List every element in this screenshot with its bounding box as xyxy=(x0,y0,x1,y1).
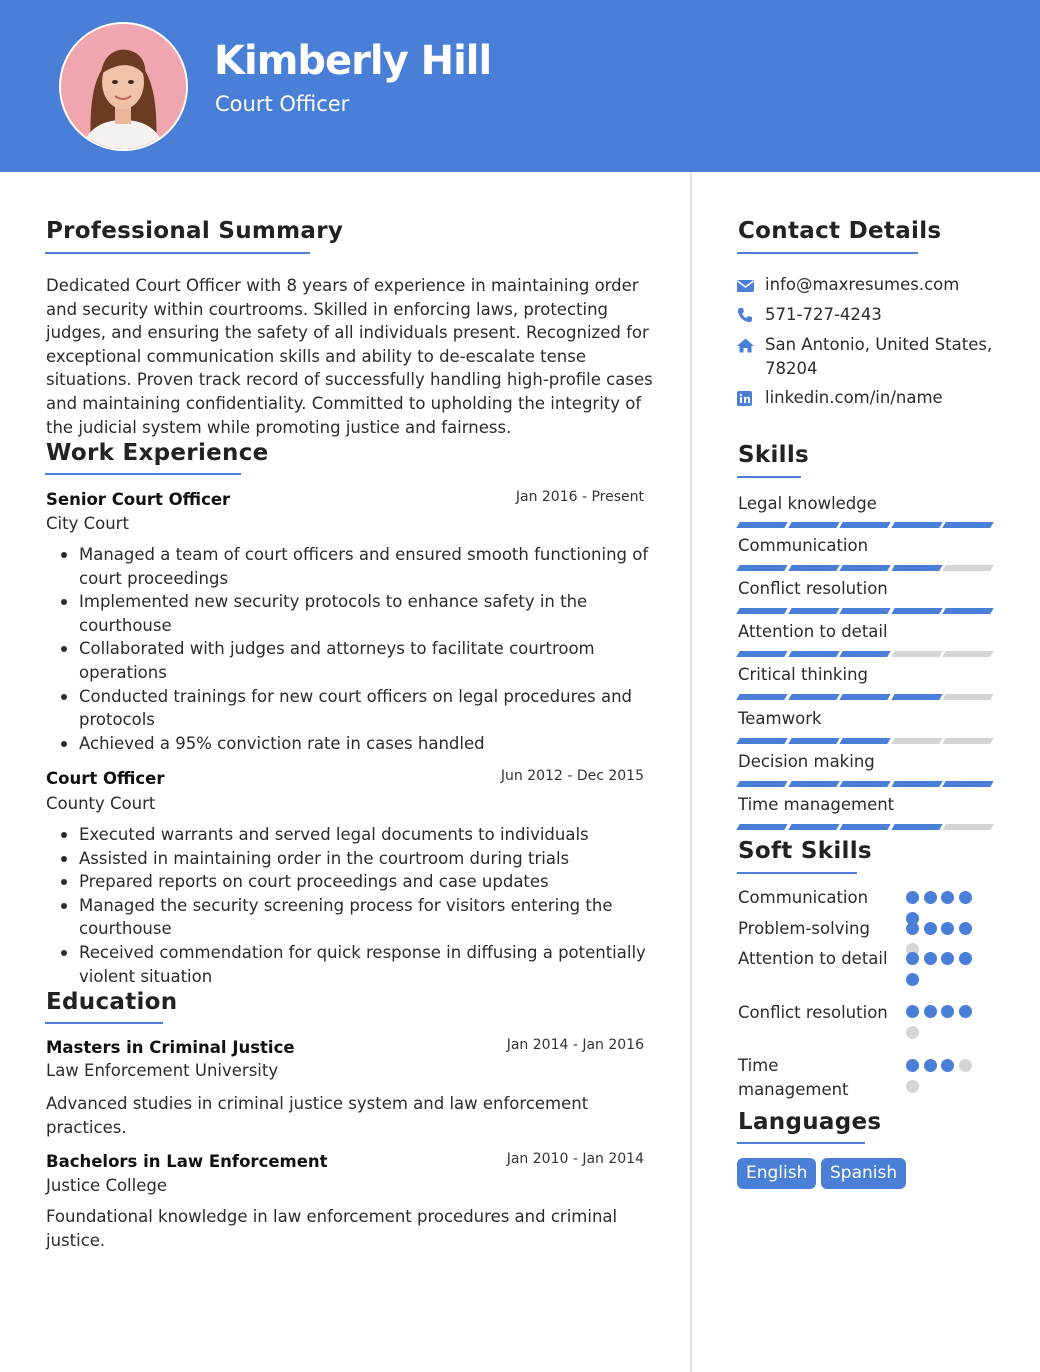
skill-label: Attention to detail xyxy=(738,622,888,641)
rating-dot xyxy=(924,952,937,965)
skill-level-segment xyxy=(736,824,787,830)
skill-level-segment xyxy=(839,738,890,744)
job-title: Court Officer xyxy=(46,769,165,788)
skill-label: Legal knowledge xyxy=(738,494,877,513)
summary-heading-underline xyxy=(45,252,310,254)
skill-level-segment xyxy=(736,781,787,787)
rating-dot xyxy=(906,891,919,904)
skill-level-segment xyxy=(788,694,839,700)
skill-level-segment xyxy=(788,565,839,571)
skill-level-segment xyxy=(839,608,890,614)
skill-level-segment xyxy=(839,781,890,787)
skill-level-segment xyxy=(839,824,890,830)
contact-heading-underline xyxy=(737,252,918,254)
skill-level-segment xyxy=(891,522,942,528)
skill-level-bar xyxy=(738,651,996,657)
job-company: City Court xyxy=(46,514,129,533)
skill-level-bar xyxy=(738,608,996,614)
skill-level-segment xyxy=(891,781,942,787)
list-item: Received commendation for quick response in diffusing a potentially violent situation xyxy=(46,941,656,988)
column-divider xyxy=(690,172,692,1372)
skills-heading: Skills xyxy=(738,442,810,468)
rating-dot xyxy=(924,922,937,935)
skill-level-segment xyxy=(736,651,787,657)
degree-title: Masters in Criminal Justice xyxy=(46,1038,295,1057)
list-item: Achieved a 95% conviction rate in cases handled xyxy=(46,732,656,756)
contact-phone[interactable] xyxy=(737,303,1007,330)
skill-level-segment xyxy=(942,824,993,830)
rating-dot xyxy=(941,922,954,935)
experience-heading-underline xyxy=(45,473,241,475)
phone-icon xyxy=(737,303,765,330)
skill-level-segment xyxy=(891,565,942,571)
skill-level-segment xyxy=(788,522,839,528)
skill-level-bar xyxy=(738,565,996,571)
skill-level-segment xyxy=(736,694,787,700)
skill-level-segment xyxy=(788,651,839,657)
skill-level-segment xyxy=(942,738,993,744)
rating-dot xyxy=(941,891,954,904)
skill-level-segment xyxy=(839,694,890,700)
rating-dot xyxy=(941,952,954,965)
skill-level-segment xyxy=(839,522,890,528)
contact-email-text: info@maxresumes.com xyxy=(765,275,960,294)
skill-level-bar xyxy=(738,694,996,700)
contact-linkedin[interactable] xyxy=(737,386,1007,413)
rating-dot xyxy=(959,1059,972,1072)
linkedin-icon xyxy=(737,386,765,413)
summary-heading: Professional Summary xyxy=(46,218,344,244)
contact-email[interactable] xyxy=(737,273,1007,300)
skill-level-segment xyxy=(891,824,942,830)
degree-description: Advanced studies in criminal justice system and law enforcement practices. xyxy=(46,1094,589,1137)
summary-text: Dedicated Court Officer with 8 years of experience in maintaining order and security within courtrooms. Skilled in enforcing laws, protecting judges, and ensuring the safety of all individuals present. Recognized for exceptional communication skills and ability to de-escalate tense situations. Proven track record of successfully handling high-profile cases and maintaining confidentiality. Committed to upholding the integrity of the judicial system while promoting justice and fairness. xyxy=(46,276,653,437)
skill-label: Decision making xyxy=(738,752,875,771)
rating-dot xyxy=(906,1026,919,1039)
rating-dot xyxy=(906,973,919,986)
contact-linkedin-text: linkedin.com/in/name xyxy=(765,388,943,407)
job-dates: Jan 2016 - Present xyxy=(515,489,644,505)
rating-dot xyxy=(924,1059,937,1072)
skill-label: Critical thinking xyxy=(738,665,868,684)
education-heading: Education xyxy=(46,989,178,1015)
languages-heading: Languages xyxy=(738,1109,882,1135)
resume-header xyxy=(0,0,1040,172)
skill-level-segment xyxy=(736,522,787,528)
skill-level-segment xyxy=(788,824,839,830)
rating-dot xyxy=(906,1005,919,1018)
person-portrait-icon xyxy=(61,24,186,149)
skill-label: Conflict resolution xyxy=(738,579,888,598)
skill-level-segment xyxy=(891,651,942,657)
skill-level-segment xyxy=(736,738,787,744)
job-bullets xyxy=(46,543,656,755)
skill-label: Communication xyxy=(738,536,869,555)
skill-level-segment xyxy=(891,694,942,700)
rating-dot xyxy=(959,1005,972,1018)
rating-dot xyxy=(906,922,919,935)
soft-skill-rating xyxy=(906,1005,986,1047)
degree-dates: Jan 2010 - Jan 2014 xyxy=(506,1151,644,1167)
list-item: Assisted in maintaining order in the courtroom during trials xyxy=(46,847,656,871)
degree-title: Bachelors in Law Enforcement xyxy=(46,1152,328,1171)
languages-heading-underline xyxy=(737,1142,865,1144)
soft-skill-label: Attention to detail xyxy=(738,949,888,968)
skill-label: Teamwork xyxy=(738,709,822,728)
list-item: Collaborated with judges and attorneys to facilitate courtroom operations xyxy=(46,637,656,684)
skill-level-segment xyxy=(839,565,890,571)
school-name: Justice College xyxy=(46,1176,168,1195)
rating-dot xyxy=(959,891,972,904)
degree-dates: Jan 2014 - Jan 2016 xyxy=(506,1037,644,1053)
skill-level-segment xyxy=(942,608,993,614)
profile-photo xyxy=(59,22,188,151)
rating-dot xyxy=(959,922,972,935)
language-tag: Spanish xyxy=(821,1158,906,1189)
skill-level-segment xyxy=(736,565,787,571)
rating-dot xyxy=(959,952,972,965)
soft-skill-rating xyxy=(906,1059,986,1101)
skill-level-segment xyxy=(788,738,839,744)
experience-heading: Work Experience xyxy=(46,440,269,466)
list-item: Executed warrants and served legal documents to individuals xyxy=(46,823,656,847)
list-item: Prepared reports on court proceedings and case updates xyxy=(46,870,656,894)
candidate-name: Kimberly Hill xyxy=(214,38,492,84)
education-heading-underline xyxy=(45,1022,163,1024)
contact-address-text: San Antonio, United States, 78204 xyxy=(765,335,993,378)
skill-level-segment xyxy=(942,565,993,571)
skill-level-segment xyxy=(788,608,839,614)
list-item: Managed a team of court officers and ensured smooth functioning of court proceedings xyxy=(46,543,656,590)
job-dates: Jun 2012 - Dec 2015 xyxy=(500,768,644,784)
soft-skill-label: Problem-solving xyxy=(738,919,870,938)
skill-level-bar xyxy=(738,824,996,830)
skill-level-segment xyxy=(942,694,993,700)
list-item: Managed the security screening process for visitors entering the courthouse xyxy=(46,894,656,941)
rating-dot xyxy=(906,1059,919,1072)
rating-dot xyxy=(941,1059,954,1072)
language-tag: English xyxy=(737,1158,816,1189)
skill-level-segment xyxy=(942,651,993,657)
school-name: Law Enforcement University xyxy=(46,1061,279,1080)
home-icon xyxy=(737,333,765,380)
soft-skill-rating xyxy=(906,952,986,994)
skill-label: Time management xyxy=(738,795,895,814)
skill-level-segment xyxy=(839,651,890,657)
degree-description: Foundational knowledge in law enforcement procedures and criminal justice. xyxy=(46,1207,618,1250)
rating-dot xyxy=(906,952,919,965)
skill-level-segment xyxy=(942,781,993,787)
skill-level-bar xyxy=(738,781,996,787)
soft-skills-heading: Soft Skills xyxy=(738,838,872,864)
skill-level-bar xyxy=(738,522,996,528)
soft-skill-label: Time management xyxy=(738,1056,849,1099)
soft-skills-heading-underline xyxy=(737,872,857,874)
skill-level-segment xyxy=(891,738,942,744)
list-item: Conducted trainings for new court officers on legal procedures and protocols xyxy=(46,685,656,732)
soft-skill-label: Communication xyxy=(738,888,869,907)
skills-heading-underline xyxy=(737,476,801,478)
rating-dot xyxy=(906,1080,919,1093)
contact-heading: Contact Details xyxy=(738,218,942,244)
job-bullets xyxy=(46,823,656,988)
soft-skill-label: Conflict resolution xyxy=(738,1003,888,1022)
job-title: Senior Court Officer xyxy=(46,490,231,509)
list-item: Implemented new security protocols to enhance safety in the courthouse xyxy=(46,590,656,637)
envelope-icon xyxy=(737,273,765,300)
skill-level-bar xyxy=(738,738,996,744)
skill-level-segment xyxy=(942,522,993,528)
contact-address xyxy=(737,333,997,380)
rating-dot xyxy=(924,891,937,904)
candidate-title: Court Officer xyxy=(215,92,350,116)
skill-level-segment xyxy=(788,781,839,787)
rating-dot xyxy=(924,1005,937,1018)
rating-dot xyxy=(941,1005,954,1018)
contact-phone-text: 571-727-4243 xyxy=(765,305,882,324)
job-company: County Court xyxy=(46,794,156,813)
skill-level-segment xyxy=(736,608,787,614)
skill-level-segment xyxy=(891,608,942,614)
